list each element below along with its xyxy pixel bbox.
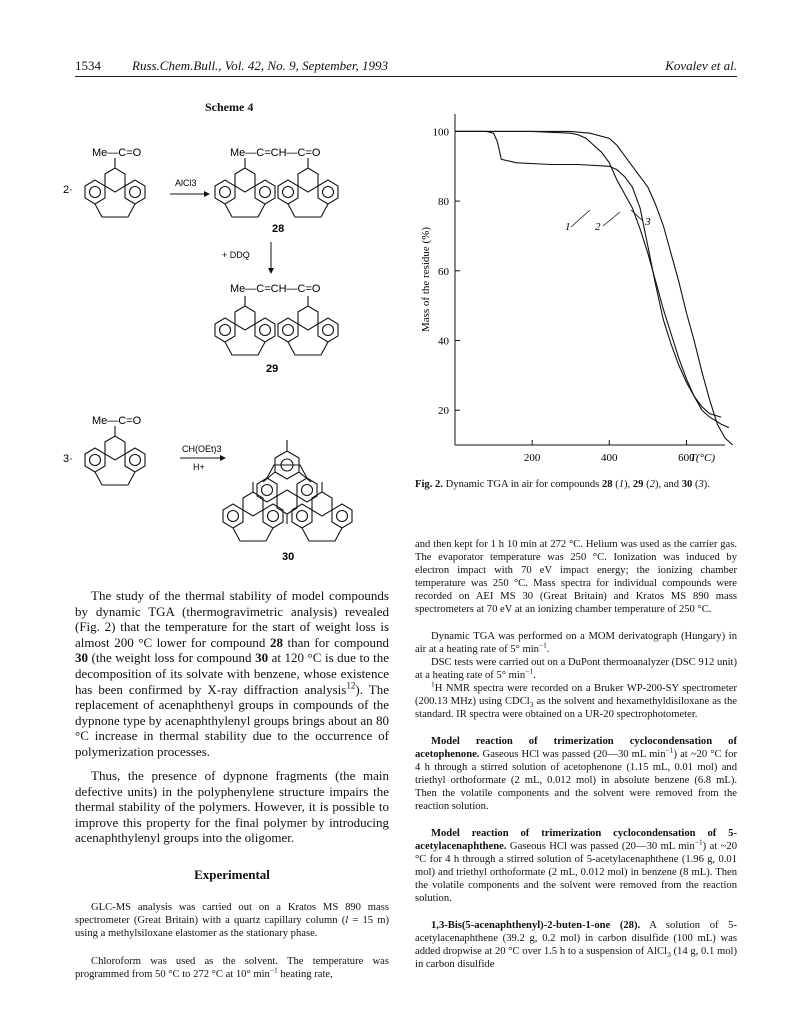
scheme-4-drawing	[0, 0, 400, 580]
acenaphthylene-ring-2	[278, 296, 338, 355]
curve-label-3: 3	[645, 216, 651, 228]
journal-citation: Russ.Chem.Bull., Vol. 42, No. 9, September, 1993	[132, 58, 389, 73]
x-tick-label: 200	[523, 452, 541, 464]
left-paragraph-3: GLC-MS analysis was carried out on a Kratos MS 890 mass spectrometer (Great Britain) with a quartz capillary column (l = 15 m) using a methylsiloxane elastomer as the stationary phase.	[75, 902, 389, 940]
ketone-formula-2: Me—C=O	[92, 415, 142, 427]
tga-curve-3	[455, 131, 733, 445]
compound-29-label: 29	[266, 363, 279, 375]
x-tick-label: 600	[678, 452, 695, 464]
acenaphthene-ring-2	[215, 158, 275, 217]
x-tick-label: 400	[601, 452, 618, 464]
alcl3-label: AlCl3	[175, 178, 197, 188]
right-paragraph-4: $^1$H NMR spectra were recorded on a Bruker WP-200-SY spectrometer (200.13 MHz) using CDCl$_3$ as the solvent and hexamethyldisiloxane as the standard. IR spectra were obtained on a UR-20 spectrophotometer.	[415, 679, 737, 721]
y-axis-label: Mass of the residue (%)	[420, 226, 432, 333]
acenaphthene-ring-4	[85, 426, 145, 485]
dypnone-formula-1: Me—C=CH—C=O	[230, 147, 321, 159]
y-tick-label: 80	[438, 196, 449, 209]
author-line: Kovalev et al.	[665, 58, 737, 73]
y-tick-label: 100	[432, 126, 449, 139]
orthoformate-label: CH(OEt)3	[182, 444, 222, 454]
acenaphthene-ring-7	[292, 482, 352, 541]
scheme-title: Scheme 4	[205, 100, 254, 114]
acenaphthene-ring-6	[223, 482, 283, 541]
acenaphthene-ring-3	[278, 158, 338, 217]
experimental-heading: Experimental	[194, 867, 270, 882]
acenaphthylene-ring-1	[215, 296, 275, 355]
tga-curve-2	[455, 131, 729, 427]
right-paragraph-7: 1,3-Bis(5-acenaphthenyl)-2-buten-1-one (28). A solution of 5-acetylacenaphthene (39.2 g, 0.2 mol) in carbon disulfide (100 mL) was added dropwise at 20 °C over 1.5 h to a suspension of AlCl$_3$ (14 g, 0.1 mol) in carbon disulfide	[415, 920, 737, 971]
compound-30-label: 30	[282, 551, 295, 563]
curve-label-leader	[603, 212, 620, 226]
ketone-formula-1: Me—C=O	[92, 147, 142, 159]
right-paragraph-1: and then kept for 1 h 10 min at 272 °C. Helium was used as the carrier gas. The evaporator temperature was 250 °C. Ionization was induced by electron impact with 70 eV impact energy; the ionizing chamber temperature was 250 °C. Mass spectra for individual compounds were recorded on AEI MS 30 (Great Britain) and Kratos MS 890 mass spectrometers at 70 eV at an ionizing chamber temperature of 250 °C.	[415, 539, 737, 616]
compound-28-label: 28	[272, 223, 285, 235]
curve-label-2: 2	[595, 221, 601, 233]
central-benzene-ring	[263, 440, 311, 482]
y-tick-label: 40	[438, 335, 449, 348]
tga-curve-1	[455, 131, 721, 417]
dypnone-formula-2: Me—C=CH—C=O	[230, 283, 321, 295]
x-axis-label: T(°C)	[689, 452, 715, 464]
coefficient-2: 2·	[63, 184, 73, 196]
right-paragraph-6: Model reaction of trimerization cyclocondensation of 5-acetylacenaphthene. Gaseous HCl was passed (20—30 mL $\min^{-1}$) at ~20 °C for 4 h through a stirred solution of 5-acetylacenaphthene (1.96 g, 0.01 mol) and triethyl orthoformate (2 mL, 0.012 mol) in benzene (8 mL). Then the volatile components and the solvent were removed from the reaction solution.	[415, 828, 737, 905]
left-paragraph-2: Thus, the presence of dypnone fragments (the main defective units) in the polyphenylene structure impairs the thermal stability of the polymers. However, it is possible to improve this property for the final polymer by introducing acenaphthylenyl groups into the oligomer.	[75, 768, 389, 846]
acenaphthene-ring-5	[257, 465, 317, 524]
page-number: 1534	[75, 58, 101, 73]
left-paragraph-1: The study of the thermal stability of model compounds by dynamic TGA (thermogravimetric analysis) revealed (Fig. 2) that the temperature for the start of weight loss is almost 200 °C lower for compound 28 than for compound 30 (the weight loss for compound 30 at 120 °C is due to the decomposition of its solvate with benzene, whose existence has been confirmed by X-ray diffraction analysis$^{12}$). The replacement of acenaphthenyl groups in compounds of the dypnone type by acenaphthylenyl groups brings about an 80 °C increase in thermal stability due to the occurrence of polymerization processes.	[75, 588, 389, 759]
figure-caption: Fig. 2. Dynamic TGA in air for compounds 28 (1), 29 (2), and 30 (3).	[415, 479, 710, 490]
y-tick-label: 60	[438, 265, 449, 278]
right-paragraph-2: Dynamic TGA was performed on a MOM derivatograph (Hungary) in air at a heating rate of 5° $\min^{-1}$.	[415, 631, 737, 656]
right-paragraph-5: Model reaction of trimerization cyclocondensation of acetophenone. Gaseous HCl was passed (20—30 mL $\min^{-1}$) at ~20 °C for 4 h through a stirred solution of acetophenone (1.15 mL, 0.01 mol) and triethyl orthoformate (2 mL, 0.012 mol) in absolute benzene (6.8 mL). Then the volatile components and the solvent were removed from the reaction solution.	[415, 736, 737, 813]
curve-label-leader	[571, 210, 590, 227]
curve-label-1: 1	[565, 221, 571, 233]
right-paragraph-3: DSC tests were carried out on a DuPont thermoanalyzer (DSC 912 unit) at a heating rate of 5° $\min^{-1}$.	[415, 657, 737, 682]
ddq-label: + DDQ	[222, 250, 250, 260]
left-paragraph-4: Chloroform was used as the solvent. The temperature was programmed from 50 °C to 272 °C at 10° $\min^{-1}$ heating rate,	[75, 956, 389, 981]
tga-chart	[415, 100, 745, 475]
coefficient-3: 3·	[63, 453, 73, 465]
y-tick-label: 20	[438, 405, 449, 418]
acenaphthene-ring-1	[85, 158, 145, 217]
acid-label: H+	[193, 462, 205, 472]
